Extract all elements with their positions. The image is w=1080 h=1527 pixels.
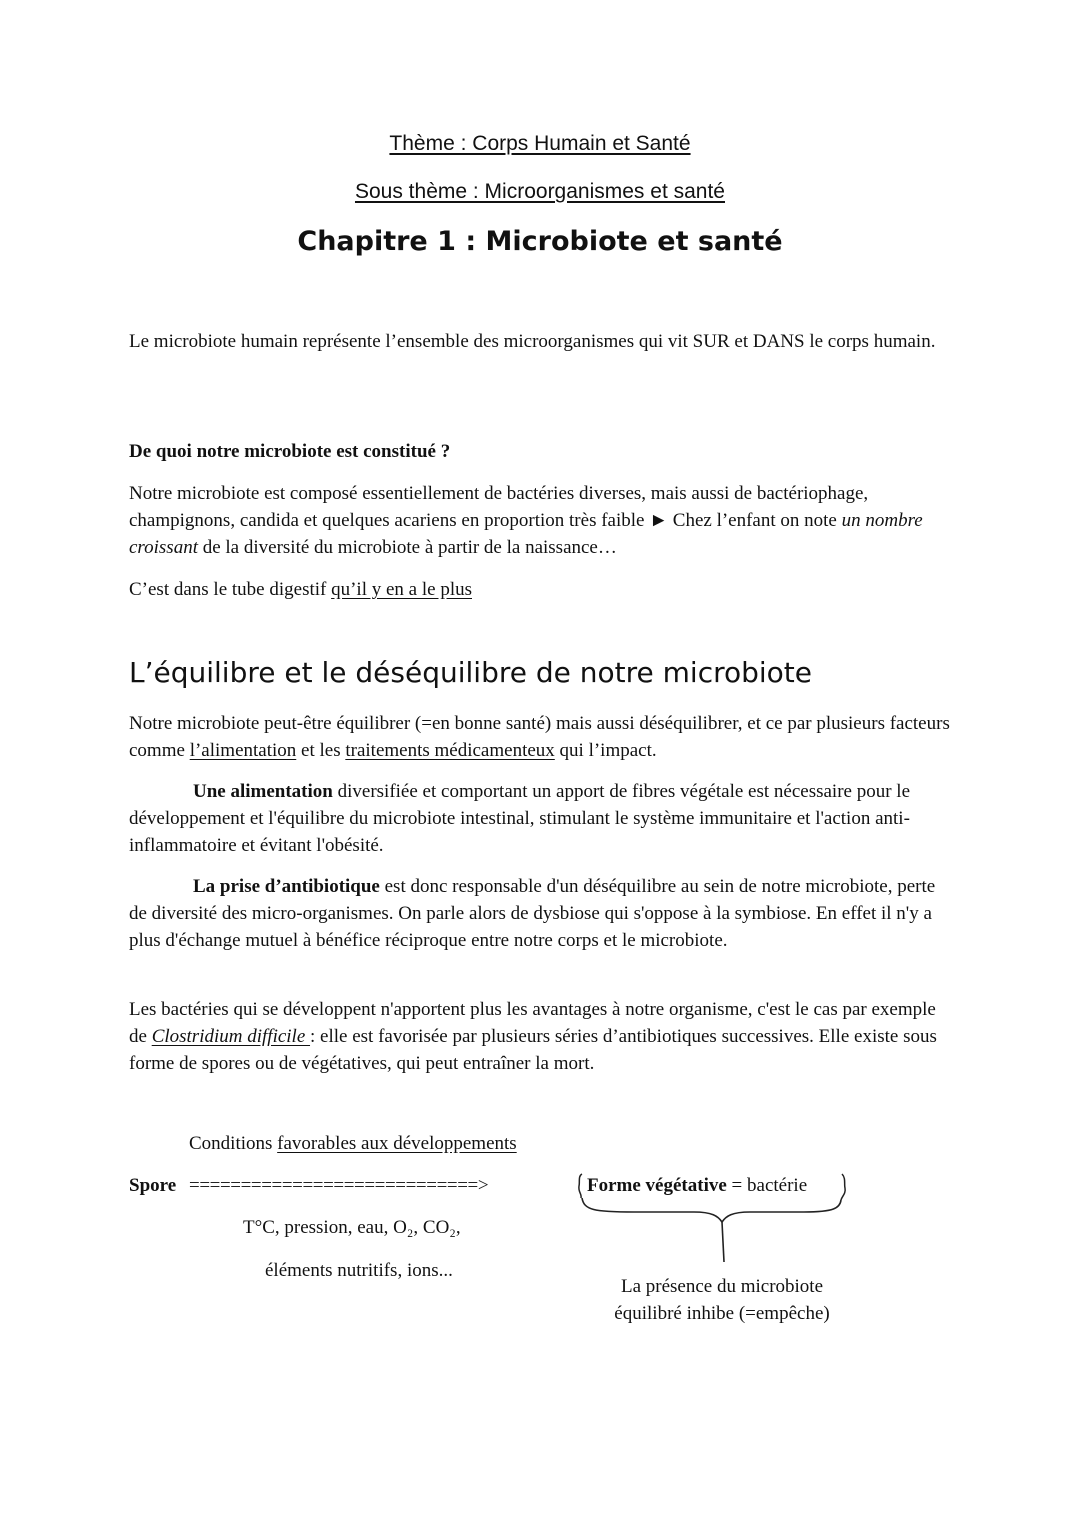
composition-text-a: Notre microbiote est composé essentiellement de bactéries diverses, mais aussi de bactériophage, champignons, candida et quelques acariens en proportion très faible: [129, 483, 869, 531]
digestive-paragraph: [129, 576, 951, 603]
factors-line-1: T°C, pression, eau, O₂, CO₂,: [243, 1217, 461, 1238]
composition-text-b: Chez l’enfant on note: [668, 510, 842, 531]
vegetative-form-box: [587, 1175, 807, 1197]
composition-paragraph: [129, 480, 951, 561]
factors-line-2: éléments nutritifs, ions...: [265, 1260, 453, 1281]
section-heading: L’équilibre et le déséquilibre de notre microbiote: [129, 656, 813, 689]
balance-text-c: qui l’impact.: [554, 740, 657, 761]
antibiotic-paragraph: [129, 873, 951, 954]
bacteria-paragraph: [129, 996, 951, 1077]
alimentation-paragraph: [129, 778, 951, 859]
arrow-right-icon: ►: [649, 510, 669, 531]
antibiotic-text: est donc responsable d'un déséquilibre au sein de notre microbiote, perte de diversité des micro-organismes. On parle alors de dysbiose qui s'oppose à la symbiose. En effet il n'y a plus d'échange mutuel à bénéfice réciproque entre notre corps et le microbiote.: [129, 876, 936, 951]
balance-intro-paragraph: [129, 710, 951, 764]
conversion-arrow: ============================>: [189, 1175, 489, 1196]
balance-text-a: Notre microbiote peut-être équilibrer (=en bonne santé) mais aussi déséquilibrer, et ce par plusieurs facteurs comme: [129, 713, 950, 761]
digestive-text: C’est dans le tube digestif: [129, 579, 332, 600]
traitements-link: traitements médicamenteux: [345, 740, 555, 761]
bacteria-text-b: : elle est favorisée par plusieurs séries d’antibiotiques successives. Elle existe sous forme de spores ou de végétatives, qui peut entraîner la mort.: [129, 1026, 937, 1074]
bacteria-text-a: Les bactéries qui se développent n'apportent plus les avantages à notre organisme, c'est le cas par exemple de: [129, 999, 936, 1047]
alimentation-link: l’alimentation: [189, 740, 297, 761]
subtheme-title: Sous thème : Microorganismes et santé: [354, 180, 725, 203]
intro-paragraph: Le microbiote humain représente l’ensemble des microorganismes qui vit SUR et DANS le corps humain.: [129, 331, 936, 352]
antibiotic-bold: La prise d’antibiotique: [193, 876, 380, 897]
vegetative-rest: = bactérie: [726, 1175, 808, 1196]
digestive-underline: qu’il y en a le plus: [331, 579, 472, 600]
spore-label: Spore: [129, 1175, 177, 1196]
conditions-text: Conditions: [189, 1133, 278, 1154]
theme-title: Thème : Corps Humain et Santé: [389, 132, 691, 155]
microbiote-note: [572, 1273, 872, 1327]
composition-heading: De quoi notre microbiote est constitué ?: [129, 441, 451, 462]
alimentation-bold: Une alimentation: [193, 781, 333, 802]
composition-text-c: de la diversité du microbiote à partir de la naissance…: [197, 537, 617, 558]
composition-italic: un nombre croissant: [129, 510, 923, 558]
balance-text-b: et les: [296, 740, 346, 761]
clostridium-italic: Clostridium difficile: [151, 1026, 311, 1047]
conditions-label: [189, 1133, 517, 1155]
note-line-2: équilibré inhibe (=empêche): [614, 1303, 830, 1324]
vegetative-bold: Forme végétative: [587, 1175, 727, 1196]
alimentation-text: diversifiée et comportant un apport de fibres végétale est nécessaire pour le développement et l'équilibre du microbiote intestinal, stimulant le système immunitaire et l'action anti-inflammatoire et évitant l'obésité.: [129, 781, 911, 856]
conditions-underline: favorables aux développements: [277, 1133, 517, 1154]
note-line-1: La présence du microbiote: [620, 1276, 824, 1297]
chapter-title: Chapitre 1 : Microbiote et santé: [297, 226, 783, 257]
